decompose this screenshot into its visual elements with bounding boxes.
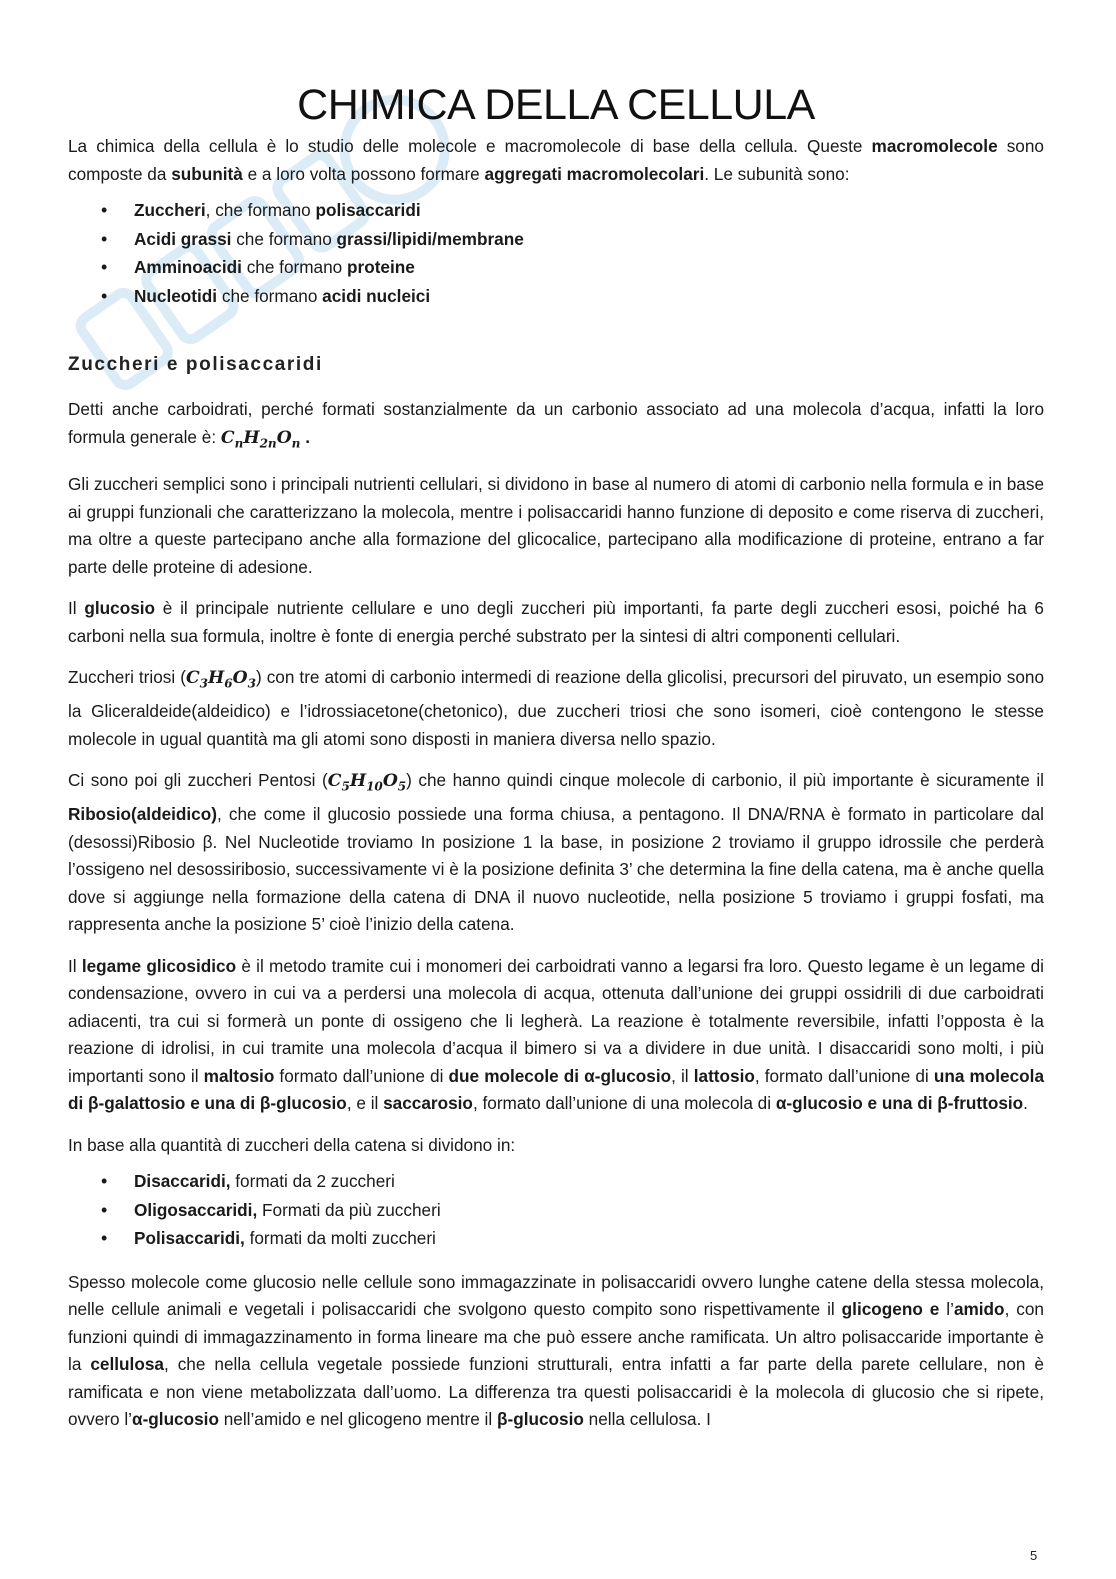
page-number: 5 (1030, 1548, 1038, 1563)
list-item: • Disaccaridi, formati da 2 zuccheri (68, 1167, 1044, 1196)
list-item: • Oligosaccaridi, Formati da più zuccheri (68, 1196, 1044, 1225)
document-page (68, 78, 1044, 1448)
paragraph: Spesso molecole come glucosio nelle cellule sono immagazzinate in polisaccaridi ovvero lunghe catene della stessa molecola, nelle cellule animali e vegetali i polisaccaridi che svolgono questo compito sono rispettivamente il glicogeno e l’amido, con funzioni quindi di immagazzinamento in forma lineare ma che può essere anche ramificata. Un altro polisaccaride importante è la cellulosa, che nella cellula vegetale possiede funzioni strutturali, entra infatti a far parte della parete cellulare, non è ramificata e non viene metabolizzata dall’uomo. La differenza tra questi polisaccaridi è la molecola di glucosio che si ripete, ovvero l’α-glucosio nell’amido e nel glicogeno mentre il β-glucosio nella cellulosa. I (68, 1271, 1044, 1430)
paragraph: Detti anche carboidrati, perché formati sostanzialmente da un carbonio associato ad una molecola d’acqua, infatti la loro formula generale è: $C_nH_{2n}O_n$ . (68, 399, 1044, 450)
saccharide-types-list (68, 1167, 1044, 1253)
subunits-list (68, 196, 1044, 310)
triose-formula: $C_3H_6O_3$ (185, 668, 256, 691)
general-formula: $C_nH_{2n}O_n$ (220, 427, 301, 450)
list-item: • Nucleotidi che formano acidi nucleici (68, 282, 1044, 311)
list-item: • Amminoacidi che formano proteine (68, 253, 1044, 282)
pentose-formula: $C_5H_{10}O_5$ (327, 771, 407, 794)
paragraph: Il legame glicosidico è il metodo tramite cui i monomeri dei carboidrati vanno a legarsi fra loro. Questo legame è un legame di condensazione, ovvero in cui va a perdersi una molecola di acqua, ottenuta dall’unione dei gruppi ossidrili di due carboidrati adiacenti, tra cui si formerà un ponte di ossigeno che li legherà. La reazione è totalmente reversibile, infatti l’opposta è la reazione di idrolisi, in cui tramite una molecola d’acqua il bimero si va a dividere in due unità. I disaccaridi sono molti, i più importanti sono il maltosio formato dall’unione di due molecole di α-glucosio, il lattosio, formato dall’unione di una molecola di β-galattosio e una di β-glucosio, e il saccarosio, formato dall’unione di una molecola di α-glucosio e una di β-fruttosio. (68, 955, 1045, 1114)
section-heading: Zuccheri e polisaccaridi (68, 354, 323, 375)
list-item: • Zuccheri, che formano polisaccaridi (68, 196, 1044, 225)
paragraph: Gli zuccheri semplici sono i principali nutrienti cellulari, si dividono in base al numero di atomi di carbonio nella formula e in base ai gruppi funzionali che caratterizzano la molecola, mentre i polisaccaridi hanno funzione di deposito e come riserva di zuccheri, ma oltre a queste partecipano anche alla formazione del glicocalice, partecipano alla modificazione di proteine, entrano a far parte delle proteine di adesione. (68, 474, 1044, 577)
list-item: • Polisaccaridi, formati da molti zuccheri (68, 1224, 1044, 1253)
paragraph: In base alla quantità di zuccheri della catena si dividono in: (68, 1134, 516, 1155)
paragraph: Zuccheri triosi $(C_3H_6O_3)$ con tre atomi di carbonio intermedi di reazione della glicolisi, precursori del piruvato, un esempio sono la Gliceraldeide(aldeidico) e l’idrossiacetone(chetonico), due zuccheri triosi che sono isomeri, cioè contengono le stesse molecole in ugual quantità ma gli atomi sono disposti in maniera diversa nello spazio. (68, 667, 1045, 749)
paragraph: Il glucosio è il principale nutriente cellulare e uno degli zuccheri più importanti, fa parte degli zuccheri esosi, poiché ha 6 carboni nella sua formula, inoltre è fonte di energia perché substrato per la sintesi di altri componenti cellulari. (68, 598, 1044, 646)
page-title: CHIMICA DELLA CELLULA (297, 81, 815, 129)
list-item: • Acidi grassi che formano grassi/lipidi/membrane (68, 225, 1044, 254)
paragraph: Ci sono poi gli zuccheri Pentosi $(C_5H_{10}O_5)$ che hanno quindi cinque molecole di carbonio, il più importante è sicuramente il Ribosio(aldeidico), che come il glucosio possiede una forma chiusa, a pentagono. Il DNA/RNA è formato in particolare dal (desossi)Ribosio β. Nel Nucleotide troviamo In posizione 1 la base, in posizione 2 troviamo il gruppo idrossile che perderà l’ossigeno nel desossiribosio, successivamente vi è la posizione definita 3’ che determina la fine della catena, ma è anche quella dove si aggiunge nella formazione della catena di DNA il nuovo nucleotide, nella posizione 5 troviamo i gruppi fosfati, ma rappresenta anche la posizione 5’ cioè l’inizio della catena. (68, 770, 1044, 935)
intro-paragraph: La chimica della cellula è lo studio delle molecole e macromolecole di base della cellula. Queste macromolecole sono composte da subunità e a loro volta possono formare aggregati macromolecolari. Le subunità sono: (68, 136, 1044, 184)
